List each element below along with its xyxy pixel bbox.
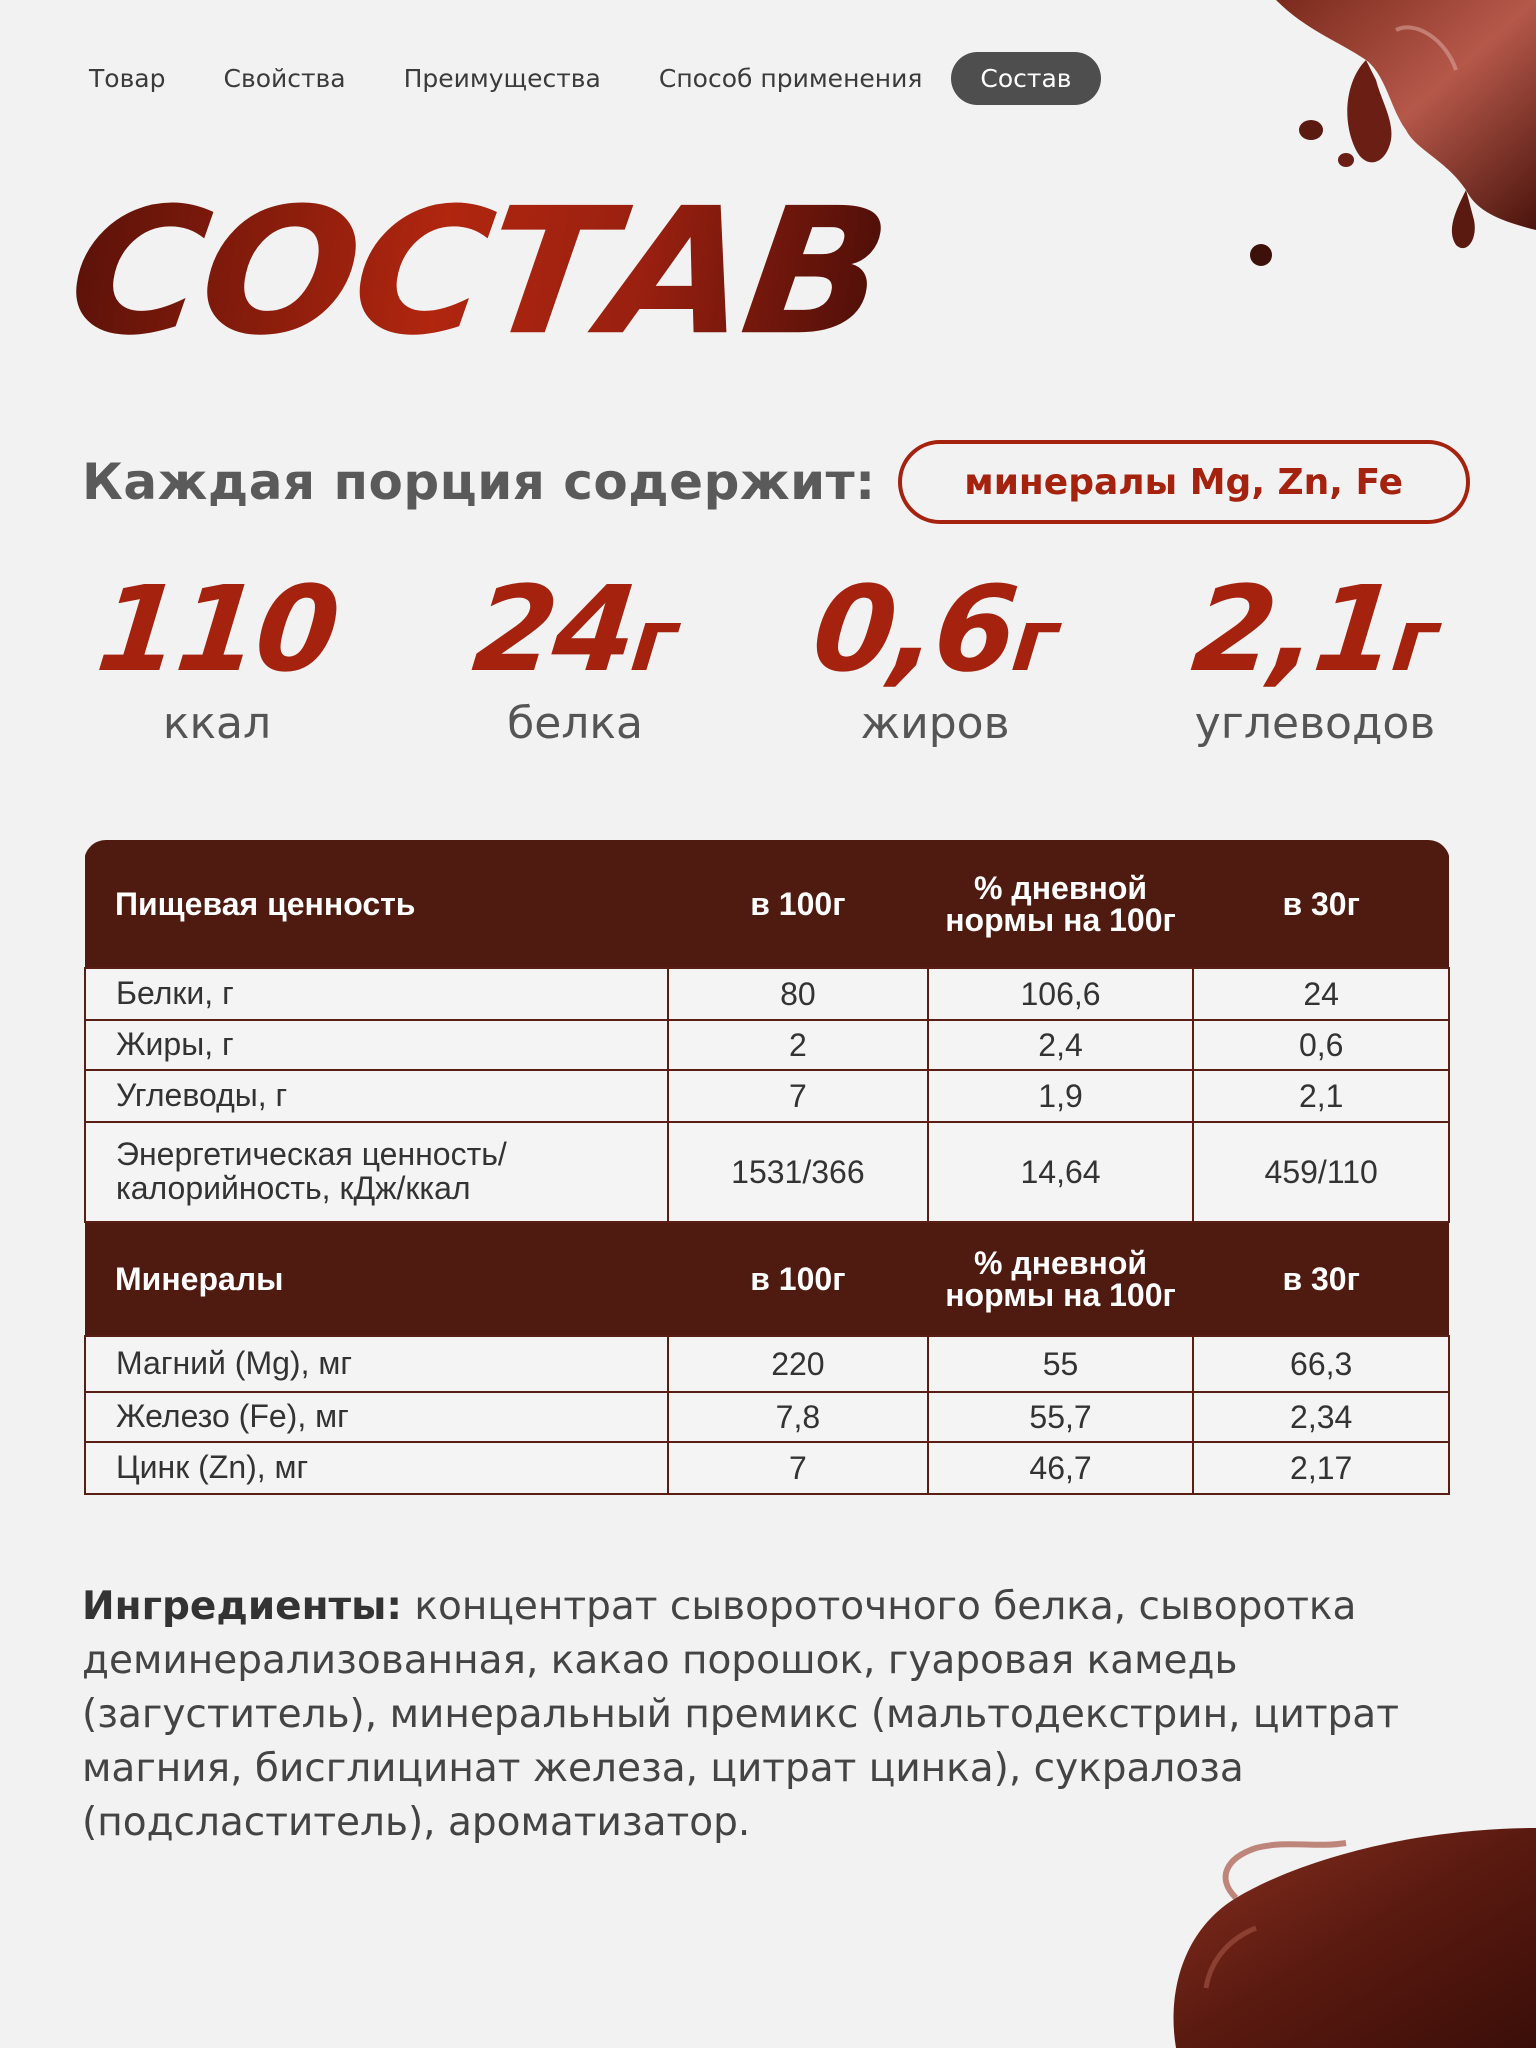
minerals-badge: минералы Mg, Zn, Fe <box>898 440 1470 524</box>
table-cell: 66,3 <box>1193 1336 1449 1392</box>
table-cell: 459/110 <box>1193 1122 1449 1222</box>
table-header-cell: в 30г <box>1193 840 1449 968</box>
serving-row <box>82 440 1470 524</box>
stat-value: 110 <box>91 560 343 698</box>
table-row <box>85 1122 1449 1222</box>
nav-item-sostav[interactable]: Состав <box>951 52 1100 105</box>
ingredients-title: Ингредиенты: <box>82 1584 403 1629</box>
table-cell: Магний (Mg), мг <box>85 1336 668 1392</box>
table-cell: Жиры, г <box>85 1020 668 1070</box>
nav-item-sposob-primeneniya[interactable]: Способ применения <box>658 64 923 93</box>
page-title: СОСТАВ <box>57 170 897 375</box>
table-row <box>85 1336 1449 1392</box>
table-cell: 80 <box>668 968 928 1020</box>
table-cell: Энергетическая ценность/ калорийность, кДж/ккал <box>85 1122 668 1222</box>
table-header-cell: % дневной нормы на 100г <box>928 1222 1194 1336</box>
table-header-cell: % дневной нормы на 100г <box>928 840 1194 968</box>
table-row <box>85 968 1449 1020</box>
table-row <box>85 1020 1449 1070</box>
table-cell: 106,6 <box>928 968 1194 1020</box>
table-cell: 24 <box>1193 968 1449 1020</box>
stat-value: 0,6г <box>806 560 1060 698</box>
table-cell: 2,17 <box>1193 1442 1449 1494</box>
table-cell: 14,64 <box>928 1122 1194 1222</box>
table-cell: Железо (Fe), мг <box>85 1392 668 1442</box>
table-header-cell: Минералы <box>85 1222 668 1336</box>
table-cell: 2 <box>668 1020 928 1070</box>
table-cell: 55 <box>928 1336 1194 1392</box>
table-cell: 220 <box>668 1336 928 1392</box>
stat-label: жиров <box>860 698 1010 749</box>
section-nav <box>60 52 1101 105</box>
stat-protein <box>440 560 710 749</box>
nutrition-table <box>84 840 1450 1495</box>
table-cell: 2,34 <box>1193 1392 1449 1442</box>
table-cell: 7 <box>668 1442 928 1494</box>
ingredients-list: концентрат сывороточного белка, сыворотка деминерализованная, какао порошок, гуаровая камедь (загуститель), минеральный премикс (мальтодекстрин, цитрат магния, бисглицинат железа, цитрат цинка), сукралоза (подсластитель), ароматизатор. <box>82 1584 1399 1845</box>
table-cell: 2,1 <box>1193 1070 1449 1122</box>
table-cell: Белки, г <box>85 968 668 1020</box>
serving-label: Каждая порция содержит: <box>82 453 876 511</box>
stat-value: 2,1г <box>1186 560 1440 698</box>
table-cell: 7 <box>668 1070 928 1122</box>
table-header-cell: в 100г <box>668 1222 928 1336</box>
stat-label: белка <box>507 698 643 749</box>
table-header-row <box>85 840 1449 968</box>
table-cell: 46,7 <box>928 1442 1194 1494</box>
table-row <box>85 1392 1449 1442</box>
stat-fat <box>790 560 1080 749</box>
table-header-cell: в 30г <box>1193 1222 1449 1336</box>
table-row <box>85 1070 1449 1122</box>
stat-kcal <box>84 560 350 749</box>
table-cell: 1,9 <box>928 1070 1194 1122</box>
nav-item-preimushchestva[interactable]: Преимущества <box>403 64 601 93</box>
table-cell: 7,8 <box>668 1392 928 1442</box>
table-cell: 1531/366 <box>668 1122 928 1222</box>
table-cell: Цинк (Zn), мг <box>85 1442 668 1494</box>
chocolate-splash-image <box>1216 0 1536 300</box>
table-header-row <box>85 1222 1449 1336</box>
table-header-cell: в 100г <box>668 840 928 968</box>
nav-item-tovar[interactable]: Товар <box>89 64 166 93</box>
table-row <box>85 1442 1449 1494</box>
table-header-cell: Пищевая ценность <box>85 840 668 968</box>
stat-label: углеводов <box>1194 698 1436 749</box>
table-cell: 0,6 <box>1193 1020 1449 1070</box>
table-cell: 55,7 <box>928 1392 1194 1442</box>
nav-item-svoystva[interactable]: Свойства <box>223 64 346 93</box>
ingredients-text <box>82 1580 1462 1850</box>
stats-row <box>0 560 1536 750</box>
stat-carbs <box>1170 560 1460 749</box>
stat-label: ккал <box>162 698 272 749</box>
table-cell: Углеводы, г <box>85 1070 668 1122</box>
table-cell: 2,4 <box>928 1020 1194 1070</box>
stat-value: 24г <box>467 560 680 698</box>
